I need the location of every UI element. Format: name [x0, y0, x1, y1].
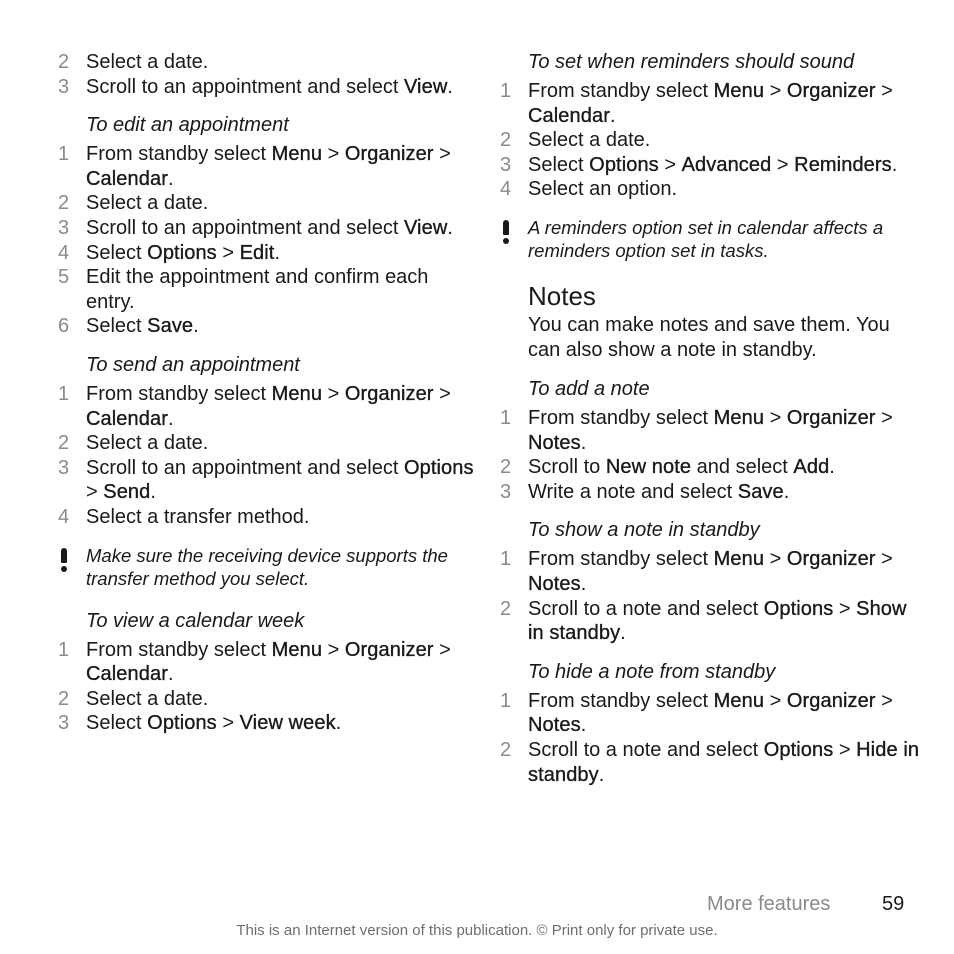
reminders-section: [500, 50, 920, 202]
step: 3 Scroll to an appointment and select View.: [58, 216, 453, 239]
left-column: [58, 50, 478, 750]
footer-section-name: More features: [707, 893, 831, 915]
section-heading: To add a note: [528, 377, 650, 400]
notes-intro: You can make notes and save them. You can also show a note in standby.: [528, 313, 890, 361]
step: 5 Edit the appointment and confirm each entry.: [58, 266, 429, 313]
hide-note-section: [500, 660, 920, 787]
step: 4 Select a transfer method.: [58, 505, 310, 528]
step: 1 From standby select Menu > Organizer > Calendar.: [500, 80, 893, 127]
section-heading: To set when reminders should sound: [528, 51, 855, 73]
section-heading: To edit an appointment: [86, 114, 289, 137]
step: 6 Select Save.: [58, 315, 199, 338]
step: 2 Scroll to a note and select Options > Show in standby.: [500, 597, 907, 645]
step: 1 From standby select Menu > Organizer > Notes.: [500, 689, 893, 737]
exclamation-icon: [500, 216, 528, 263]
edit-appointment-section: [58, 113, 478, 339]
step: 2 Scroll to New note and select Add.: [500, 456, 835, 479]
step: 3 Scroll to an appointment and select Options > Send.: [58, 456, 474, 504]
warning-note: [58, 544, 478, 591]
step: 1 From standby select Menu > Organizer > Calendar.: [58, 143, 451, 190]
legal-notice: This is an Internet version of this publication. © Print only for private use.: [236, 922, 718, 939]
note-text: Make sure the receiving device supports the transfer method you select.: [86, 544, 448, 589]
step: 2 Select a date.: [58, 432, 209, 455]
view-week-section: [58, 609, 478, 736]
right-column: [500, 50, 920, 801]
step: 4 Select Options > Edit.: [58, 241, 281, 264]
section-heading: To view a calendar week: [86, 609, 305, 632]
step: 2 Select a date.: [58, 192, 209, 215]
warning-note: [500, 216, 920, 263]
show-note-section: [500, 518, 920, 645]
section-heading: To show a note in standby: [528, 519, 760, 542]
step: 1 From standby select Menu > Organizer > Calendar.: [58, 382, 451, 430]
page-number: 59: [882, 893, 905, 915]
exclamation-icon: [58, 544, 86, 591]
step: 1 From standby select Menu > Organizer > Notes.: [500, 406, 893, 454]
section-heading: To send an appointment: [86, 353, 300, 376]
step: 4 Select an option.: [500, 178, 677, 201]
notes-title: Notes: [528, 280, 596, 311]
step: 3 Select Options > Advanced > Reminders.: [500, 153, 898, 176]
step: 2 Select a date.: [500, 129, 651, 152]
step: 1 From standby select Menu > Organizer > Notes.: [500, 548, 893, 595]
add-note-section: [500, 377, 920, 504]
step: 2 Scroll to a note and select Options > Hide in standby.: [500, 738, 920, 786]
section-heading: To hide a note from standby: [528, 660, 776, 683]
step: 3 Select Options > View week.: [58, 712, 342, 735]
step: 1 From standby select Menu > Organizer > Calendar.: [58, 638, 451, 686]
step: 3 Scroll to an appointment and select View.: [58, 75, 453, 98]
intro-steps: [58, 50, 478, 99]
note-text: A reminders option set in calendar affects a reminders option set in tasks.: [528, 216, 884, 262]
step: 2 Select a date.: [58, 51, 209, 73]
step: 2 Select a date.: [58, 687, 209, 710]
step: 3 Write a note and select Save.: [500, 480, 790, 503]
send-appointment-section: [58, 353, 478, 530]
